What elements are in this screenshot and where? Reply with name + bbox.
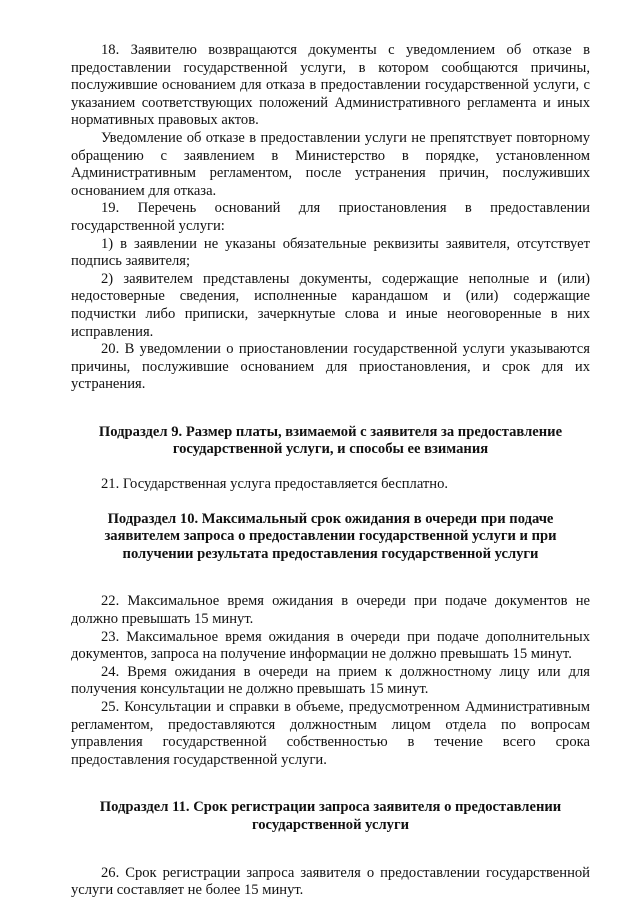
section-11-heading: Подраздел 11. Срок регистрации запроса заявителя о предоставлении государственной услуги [99,799,562,833]
paragraph-notice-refusal: Уведомление об отказе в предоставлении услуги не препятствует повторному обращению с заявлением в Министерство в порядке, установленном Административным регламентом, после устранения причин, послуживших основанием для отказа. [71,129,590,199]
paragraph-22: 22. Максимальное время ожидания в очереди при подаче документов не должно превышать 15 минут. [71,593,590,628]
paragraph-25: 25. Консультации и справки в объеме, предусмотренном Административным регламентом, предоставляются должностным лицом отдела по вопросам управления государственной собственностью в течение всего срока предоставления государственной услуги. [71,699,590,768]
section-10-heading: Подраздел 10. Максимальный срок ожидания в очереди при подаче заявителем запроса о предоставлении государственной услуги и при получении результата предоставления государственной услуги [104,510,557,562]
paragraph-26: 26. Срок регистрации запроса заявителя о предоставлении государственной услуги составляет не более 15 минут. [71,864,590,899]
section-9-heading: Подраздел 9. Размер платы, взимаемой с заявителя за предоставление государственной услуги, и способы ее взимания [98,423,563,458]
paragraph-19-item-1: 1) в заявлении не указаны обязательные реквизиты заявителя, отсутствует подпись заявителя; [71,235,590,270]
paragraph-21: 21. Государственная услуга предоставляется бесплатно. [101,476,449,493]
paragraph-19-item-2: 2) заявителем представлены документы, содержащие неполные и (или) недостоверные сведения, исполненные карандашом и (или) содержащие подчистки либо приписки, зачеркнутые слова и иные неоговоренные в них исправления. [71,270,590,340]
paragraph-23: 23. Максимальное время ожидания в очереди при подаче дополнительных документов, запроса на получение информации не должно превышать 15 минут. [71,628,590,663]
paragraph-19: 19. Перечень оснований для приостановления в предоставлении государственной услуги: [71,200,590,234]
paragraph-18: 18. Заявителю возвращаются документы с уведомлением об отказе в предоставлении государственной услуги, в котором сообщаются причины, послужившие основанием для отказа в предоставлении государственной услуги, с указанием соответствующих положений Административного регламента и иных нормативных правовых актов. [71,42,590,129]
paragraph-20: 20. В уведомлении о приостановлении государственной услуги указываются причины, послужившие основанием для приостановления, и срок для их устранения. [71,341,590,393]
paragraph-24: 24. Время ожидания в очереди на прием к должностному лицу или для получения консультации не должно превышать 15 минут. [71,663,590,698]
document-page [71,42,590,900]
